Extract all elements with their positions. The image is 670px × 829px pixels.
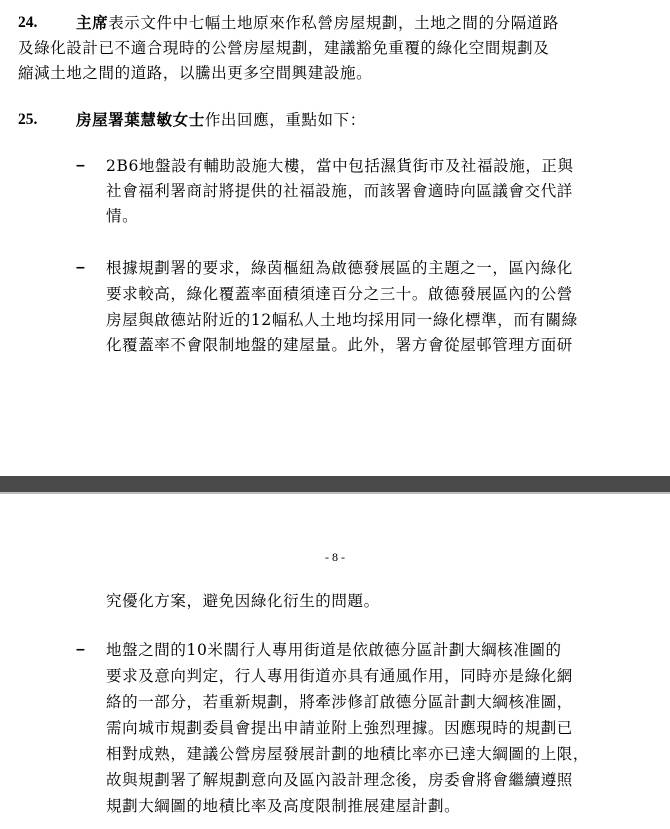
bullet-3-line-2: 要求及意向判定，行人專用街道亦具有通風作用，同時亦是綠化網	[106, 667, 573, 685]
item-25-speaker: 房屋署葉慧敏女士	[76, 110, 205, 129]
bullet-2-line-4: 化覆蓋率不會限制地盤的建屋量。此外，署方會從屋邨管理方面研	[106, 336, 573, 354]
bullet-3-line-5: 相對成熟，建議公營房屋發展計劃的地積比率亦已達大綱圖的上限，	[106, 745, 590, 763]
bullet-1-line-3: 情。	[106, 207, 139, 225]
item-25-line	[76, 110, 366, 130]
bullet-3-line-1: 地盤之間的10米闊行人專用街道是依啟德分區計劃大綱核准圖的	[106, 641, 562, 659]
item-24-text-1: 表示文件中七幅土地原來作私營房屋規劃，土地之間的分隔道路	[108, 14, 560, 32]
item-24-speaker: 主席	[76, 13, 109, 32]
bullet-3-line-4: 需向城市規劃委員會提出申請並附上強烈理據。因應現時的規劃已	[106, 719, 573, 737]
bullet-2-line-2: 要求較高，綠化覆蓋率面積須達百分之三十。啟德發展區內的公營	[106, 285, 573, 303]
item-25-number: 25.	[18, 111, 38, 128]
bullet-1-marker: –	[76, 157, 85, 174]
page-separator	[0, 476, 670, 492]
bullet-3-marker: –	[76, 641, 85, 658]
bullet-2-line-3: 房屋與啟德站附近的12幅私人土地均採用同一綠化標準，而有關綠	[106, 311, 578, 329]
bullet-3-line-7: 規劃大綱圖的地積比率及高度限制推展建屋計劃。	[106, 797, 461, 815]
item-24-line-3: 縮減土地之間的道路，以騰出更多空間興建設施。	[18, 64, 373, 82]
bullet-3-line-3: 絡的一部分，若重新規劃，將牽涉修訂啟德分區計劃大綱核准圖，	[106, 693, 573, 711]
bullet-3-line-6: 故與規劃署了解規劃意向及區內設計理念後，房委會將會繼續遵照	[106, 771, 573, 789]
bullet-1-line-2: 社會福利署商討將提供的社福設施，而該署會適時向區議會交代詳	[106, 182, 573, 200]
page-separator-shadow	[0, 492, 670, 494]
page-number: - 8 -	[325, 550, 345, 564]
item-25-text: 作出回應，重點如下：	[204, 111, 366, 129]
bullet-2-line-1: 根據規劃署的要求，綠茵樞紐為啟德發展區的主題之一，區內綠化	[106, 259, 573, 277]
bullet-1-line-1: 2B6地盤設有輔助設施大樓，當中包括濕貨街市及社福設施，正與	[106, 157, 574, 175]
item-24-number: 24.	[18, 14, 38, 31]
bullet-2-marker: –	[76, 259, 85, 276]
item-24-line-2: 及綠化設計已不適合現時的公營房屋規劃，建議豁免重覆的綠化空間規劃及	[18, 39, 550, 57]
item-24-line-1	[76, 13, 559, 33]
continuation-line: 究優化方案，避免因綠化衍生的問題。	[106, 592, 380, 610]
